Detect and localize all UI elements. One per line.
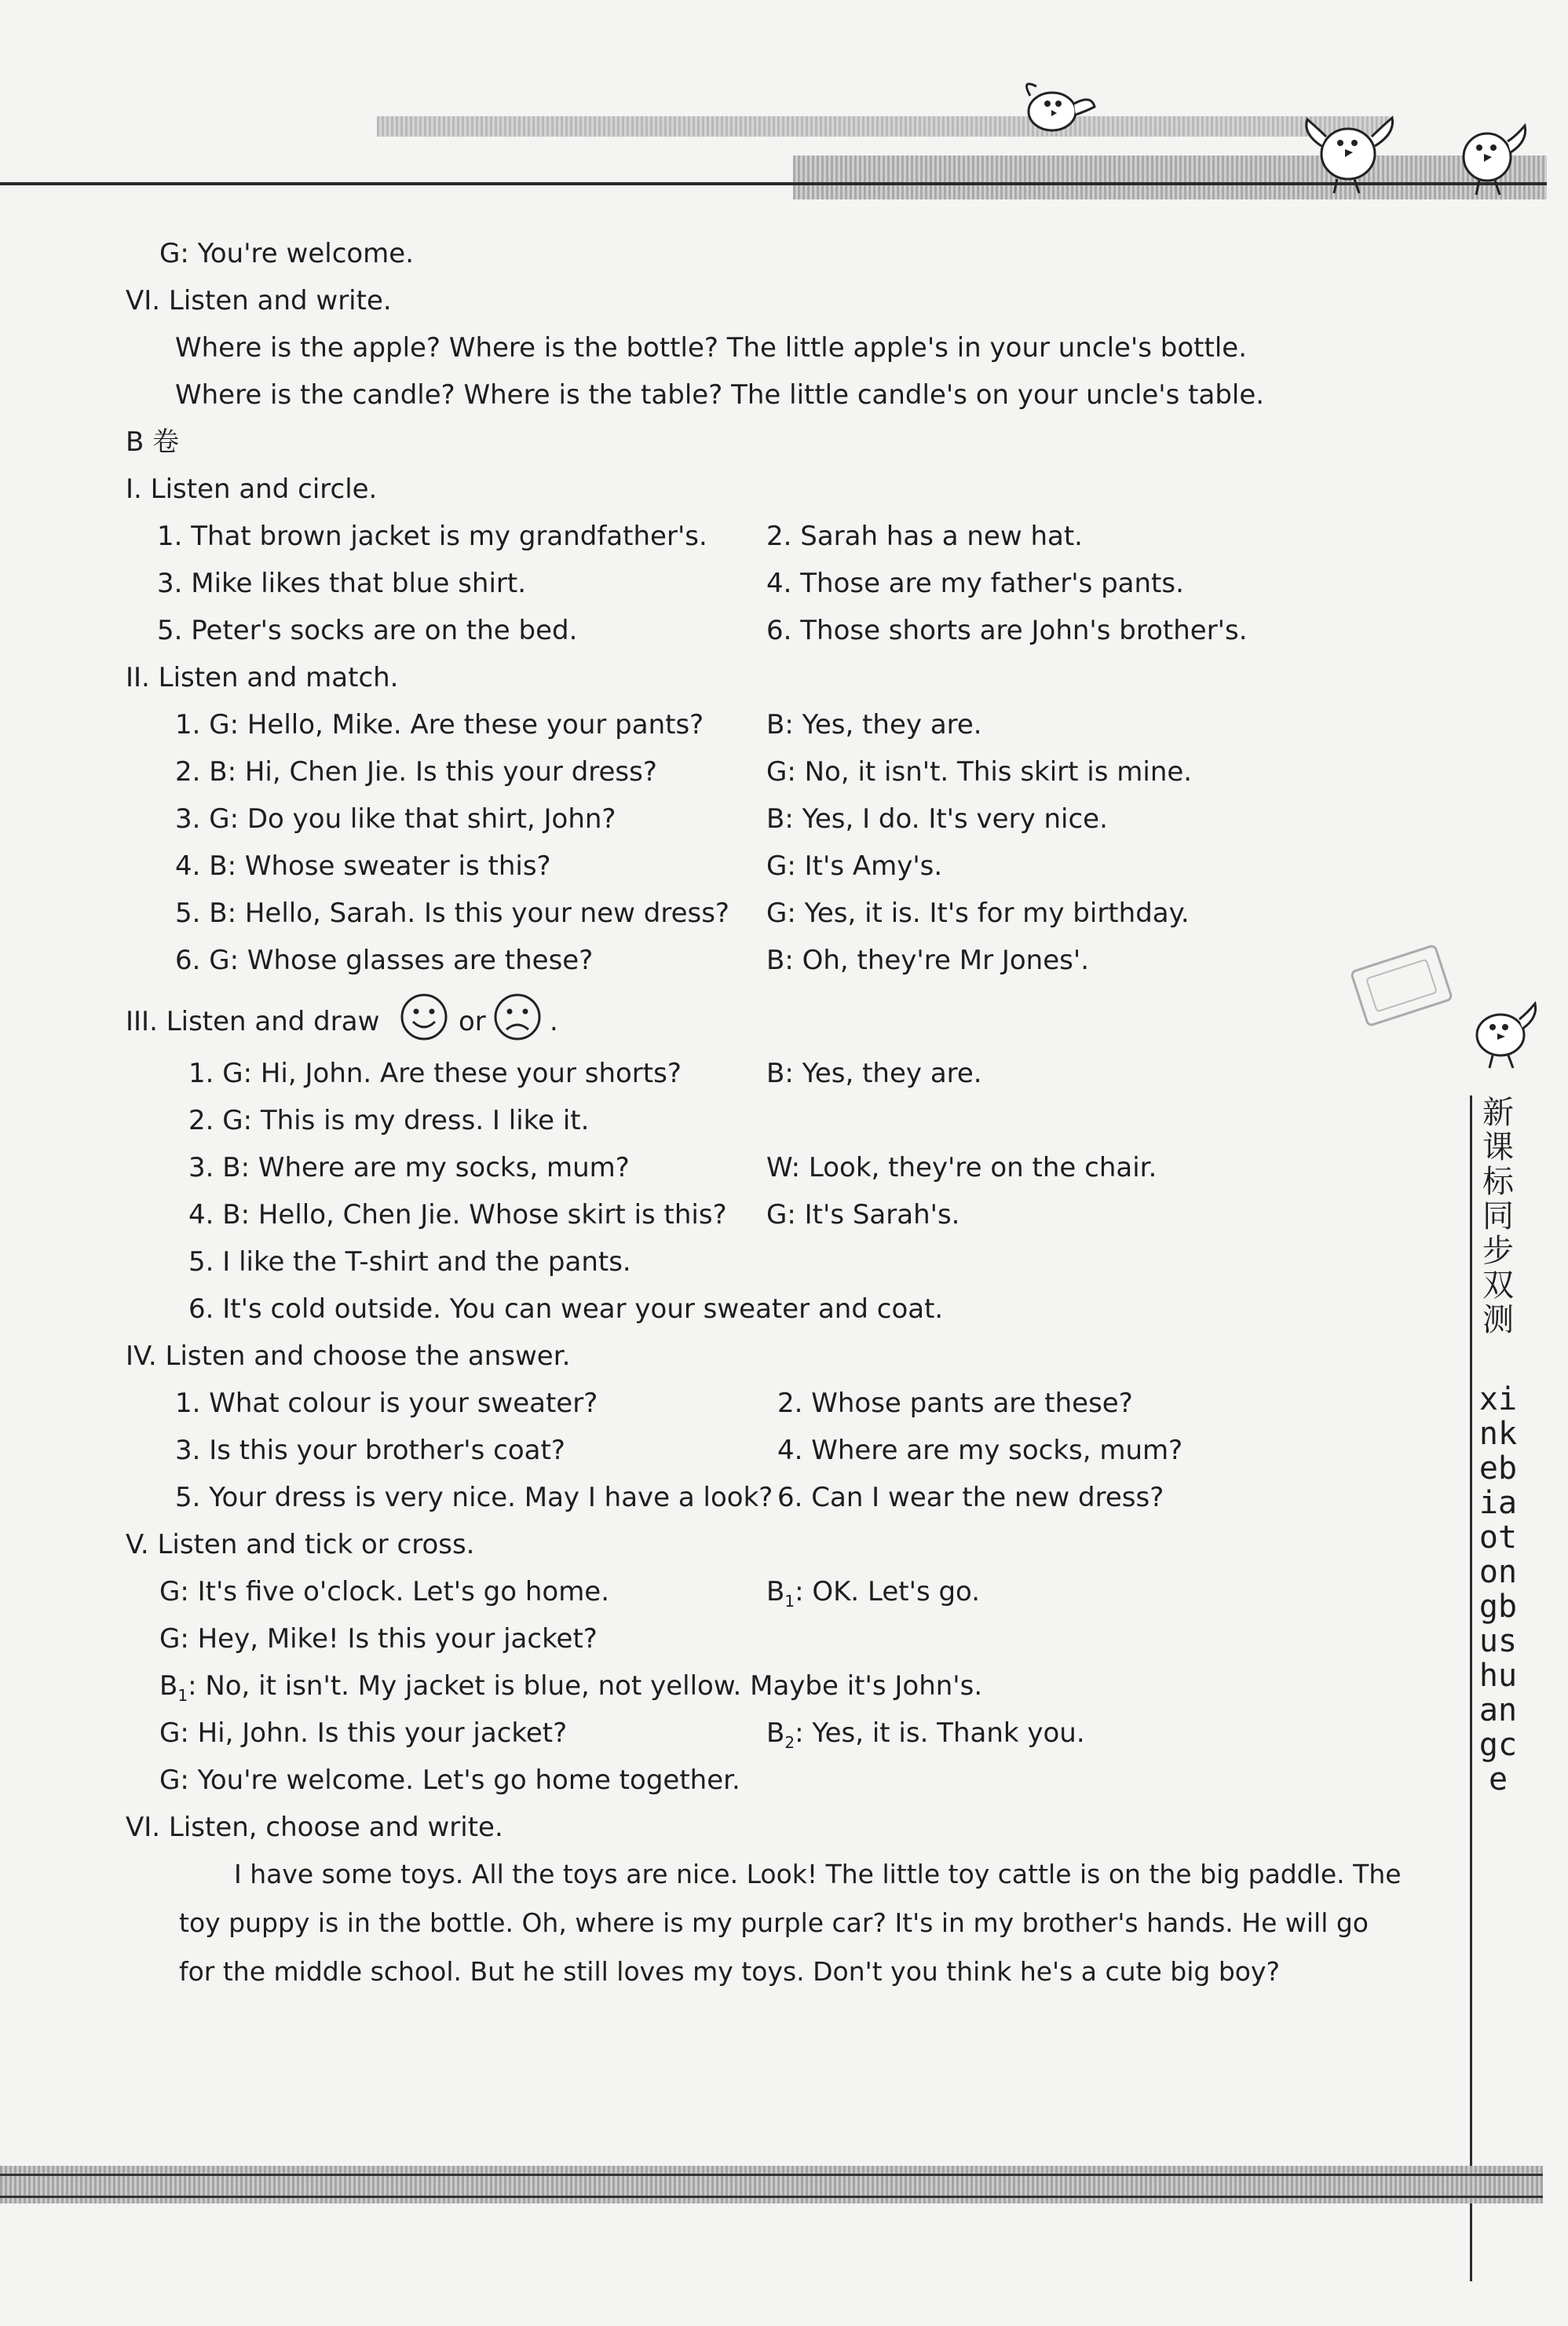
text-line: Where is the apple? Where is the bottle? The little apple's in your uncle's bottle.: [175, 332, 1248, 364]
list-item: 1. That brown jacket is my grandfather's.: [157, 521, 707, 552]
list-item: G: It's Amy's.: [766, 850, 943, 882]
paragraph-line: I have some toys. All the toys are nice. Look! The little toy cattle is on the big paddle. The: [234, 1859, 1402, 1889]
list-item: 2. B: Hi, Chen Jie. Is this your dress?: [175, 756, 657, 788]
section-heading: V. Listen and tick or cross.: [126, 1529, 475, 1560]
sad-face-icon: [492, 992, 543, 1042]
list-item: 4. B: Whose sweater is this?: [175, 850, 551, 882]
list-item: 5. B: Hello, Sarah. Is this your new dress?: [175, 898, 729, 929]
speaker-label: B: [766, 1576, 785, 1607]
dialogue-line: G: Hey, Mike! Is this your jacket?: [159, 1623, 598, 1655]
list-item: 1. G: Hello, Mike. Are these your pants?: [175, 709, 704, 741]
list-item: B: Oh, they're Mr Jones'.: [766, 945, 1090, 976]
speaker-subscript: 1: [177, 1685, 188, 1705]
list-item: 1. G: Hi, John. Are these your shorts?: [188, 1058, 682, 1089]
list-item: 4. Where are my socks, mum?: [777, 1435, 1183, 1466]
bird-icon: [1013, 72, 1099, 143]
list-item: B: Yes, they are.: [766, 1058, 982, 1089]
list-item: 3. Mike likes that blue shirt.: [157, 568, 527, 599]
dialogue-line: [766, 1576, 980, 1617]
list-item: 2. Whose pants are these?: [777, 1388, 1133, 1419]
text-line: Where is the candle? Where is the table? The little candle's on your uncle's table.: [175, 379, 1265, 411]
dialogue-text: : No, it isn't. My jacket is blue, not yellow. Maybe it's John's.: [188, 1670, 983, 1702]
list-item: 3. Is this your brother's coat?: [175, 1435, 565, 1466]
list-item: 6. Those shorts are John's brother's.: [766, 615, 1248, 646]
bird-icon: [1299, 102, 1402, 204]
side-rule: [1470, 1095, 1472, 2281]
side-title-pinyin: xinkebiaotongbushuangce: [1478, 1381, 1518, 1798]
bird-icon: [1457, 989, 1543, 1076]
paragraph-line: toy puppy is in the bottle. Oh, where is my purple car? It's in my brother's hands. He will go: [179, 1907, 1369, 1938]
stamp-icon: [1347, 941, 1457, 1030]
section-heading: VI. Listen and write.: [126, 285, 392, 316]
section-heading: VI. Listen, choose and write.: [126, 1812, 503, 1843]
list-item: 4. Those are my father's pants.: [766, 568, 1184, 599]
section-heading: II. Listen and match.: [126, 662, 399, 693]
list-item: 5. I like the T-shirt and the pants.: [188, 1246, 631, 1278]
list-item: 2. Sarah has a new hat.: [766, 521, 1083, 552]
list-item: 5. Your dress is very nice. May I have a look?: [175, 1482, 773, 1513]
list-item: W: Look, they're on the chair.: [766, 1152, 1157, 1183]
paragraph-line: for the middle school. But he still loves my toys. Don't you think he's a cute big boy?: [179, 1956, 1281, 1987]
dialogue-line: G: Hi, John. Is this your jacket?: [159, 1717, 568, 1749]
smiley-face-icon: [399, 992, 449, 1042]
header-band-bottom: [793, 155, 1547, 199]
dialogue-text: : OK. Let's go.: [795, 1576, 981, 1607]
list-item: 1. What colour is your sweater?: [175, 1388, 598, 1419]
list-item: 4. B: Hello, Chen Jie. Whose skirt is this?: [188, 1199, 727, 1231]
part-heading: B 卷: [126, 426, 180, 458]
bird-icon: [1445, 110, 1531, 204]
section-heading: III. Listen and draw: [126, 1006, 380, 1037]
footer-rule: [0, 2196, 1543, 2198]
footer-rule: [0, 2174, 1543, 2176]
text-period: .: [550, 1006, 558, 1037]
list-item: 3. B: Where are my socks, mum?: [188, 1152, 630, 1183]
section-heading: IV. Listen and choose the answer.: [126, 1340, 571, 1372]
list-item: G: No, it isn't. This skirt is mine.: [766, 756, 1193, 788]
header-band-top: [377, 116, 1390, 137]
dialogue-line: [159, 1670, 982, 1711]
list-item: B: Yes, I do. It's very nice.: [766, 803, 1108, 835]
speaker-subscript: 1: [784, 1591, 795, 1611]
list-item: 6. It's cold outside. You can wear your sweater and coat.: [188, 1293, 944, 1325]
speaker-label: B: [159, 1670, 178, 1702]
list-item: 3. G: Do you like that shirt, John?: [175, 803, 616, 835]
dialogue-line: [766, 1717, 1085, 1758]
list-item: 5. Peter's socks are on the bed.: [157, 615, 578, 646]
side-title-chinese: 新课标同步双测: [1482, 1095, 1514, 1338]
speaker-subscript: 2: [784, 1732, 795, 1752]
section-heading: I. Listen and circle.: [126, 474, 378, 505]
speaker-label: B: [766, 1717, 785, 1749]
text-or: or: [459, 1006, 486, 1037]
list-item: G: Yes, it is. It's for my birthday.: [766, 898, 1190, 929]
list-item: 6. G: Whose glasses are these?: [175, 945, 594, 976]
dialogue-line: G: You're welcome. Let's go home together.: [159, 1765, 740, 1796]
dialogue-text: : Yes, it is. Thank you.: [795, 1717, 1085, 1749]
list-item: G: It's Sarah's.: [766, 1199, 960, 1231]
list-item: 2. G: This is my dress. I like it.: [188, 1105, 590, 1136]
list-item: B: Yes, they are.: [766, 709, 982, 741]
dialogue-line: G: It's five o'clock. Let's go home.: [159, 1576, 610, 1607]
text-line: G: You're welcome.: [159, 238, 415, 269]
list-item: 6. Can I wear the new dress?: [777, 1482, 1164, 1513]
